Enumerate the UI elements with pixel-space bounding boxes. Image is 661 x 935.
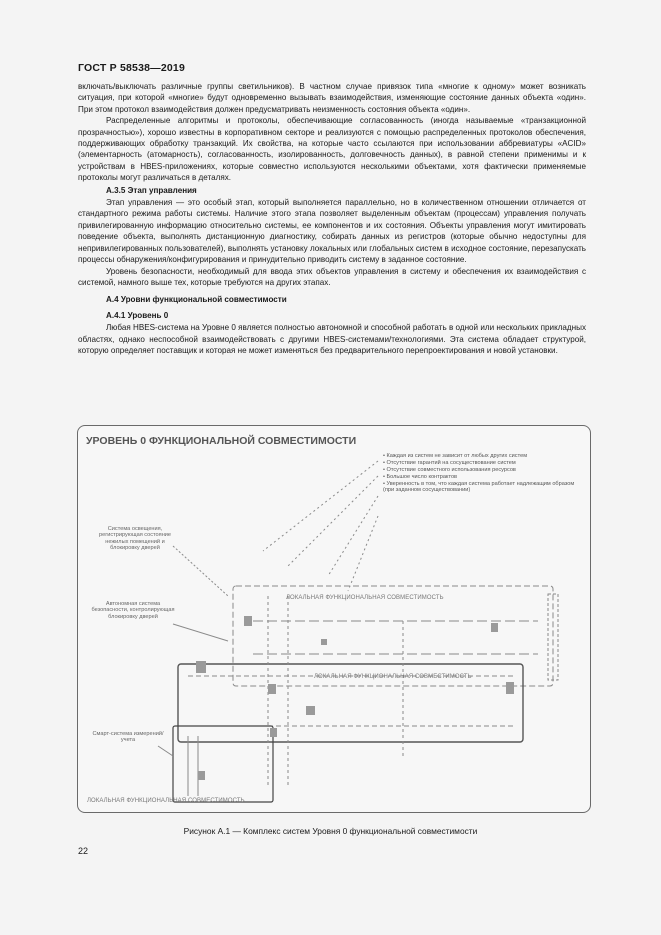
bullet-item: • Уверенность в том, что каждая система работает надлежащим образом (при заданном сосуществовании) <box>383 480 575 494</box>
figure-a1 <box>77 425 591 813</box>
zone-label-middle: ЛОКАЛЬНАЯ ФУНКЦИОНАЛЬНАЯ СОВМЕСТИМОСТЬ <box>314 674 472 680</box>
smart-metering-label: Смарт-система измерений/учета <box>92 731 164 744</box>
bullet-item: • Отсутствие совместного использования ресурсов <box>383 466 516 473</box>
paragraph: Уровень безопасности, необходимый для ввода этих объектов управления в систему и обеспечения их взаимодействия с системой, намного выше тех, которые требуются на других этапах. <box>78 266 586 287</box>
paragraph: Любая HBES-система на Уровне 0 является полностью автономной и способной работать в одной или нескольких прикладных областях, однако неспособной взаимодействовать с другими HBES-системами/технологиями. Эта система обладает структурой, которую определяет поставщик и которая не может изменяться без предварительного перепроектирования и новой установки. <box>78 323 586 355</box>
figure-caption: Рисунок А.1 — Комплекс систем Уровня 0 функциональной совместимости <box>183 826 478 836</box>
standard-designation: ГОСТ Р 58538—2019 <box>78 62 186 74</box>
bullet-item: • Отсутствие гарантий на сосуществование систем <box>383 459 516 466</box>
section-heading-a41: А.4.1 Уровень 0 <box>106 310 169 320</box>
page-number: 22 <box>78 846 89 856</box>
zone-label-lower: ЛОКАЛЬНАЯ ФУНКЦИОНАЛЬНАЯ СОВМЕСТИМОСТЬ <box>87 798 245 804</box>
paragraph: включать/выключать различные группы светильников). В частном случае привязок типа «многие к одному» может возникать ситуация, при которой «многие» будут одновременно вызывать взаимодействия, изменяющие состояние данных объекта «один». При этом протокол взаимодействия должен предусматривать неизменность состояния объекта «один». <box>78 82 586 114</box>
paragraph: Этап управления — это особый этап, который выполняется параллельно, но в количественном отношении отличается от стандартного режима работы системы. Наличие этого этапа позволяет выделенным объектам (процессам) управления получать привилегированную информацию относительно системы, ее компонентов и их состояния. Объекты управления могут имитировать поведение объекта, выполнять дистанционную диагностику, собирать данных из регистров (которые обычно недоступны для непривилегированных пользователей), выполнять установку локальных или глобальных систем в исходное состояние, перезапускать процессы обнаружения/конфигурирования и принудительно приводить систему в заданное состояние. <box>78 198 586 265</box>
section-heading-a4: А.4 Уровни функциональной совместимости <box>106 295 287 305</box>
bullet-item: • Каждая из систем не зависит от любых других систем <box>383 453 528 459</box>
figure-title: УРОВЕНЬ 0 ФУНКЦИОНАЛЬНОЙ СОВМЕСТИМОСТИ <box>86 435 357 447</box>
zone-label-upper: ЛОКАЛЬНАЯ ФУНКЦИОНАЛЬНАЯ СОВМЕСТИМОСТЬ <box>286 595 444 601</box>
figure-bullet-list <box>383 453 583 494</box>
paragraph: Распределенные алгоритмы и протоколы, обеспечивающие согласованность (иногда называемые «транзакционной прозрачностью»), хорошо известны в корпоративном секторе и реализуются с помощью распределенных протоколов обеспечения, поддерживающих обработку транзакций. Их свойства, на которые часто ссылаются при использовании аббревиатуры «ACID» (элементарность (атомарность), согласованность, изолированность, долговечность данных), в равной степени применимы и к устройствам в HBES-приложениях, которые совместно используются несколькими объектами, хотя фактически применяемые протоколы могут различаться в деталях. <box>78 116 586 183</box>
main-text <box>78 81 586 356</box>
lighting-system-label: Система освещения, регистрирующая состояние нежилых помещений и блокировку дверей <box>98 526 172 552</box>
section-heading-a35: А.3.5 Этап управления <box>106 185 197 195</box>
bullet-item: • Большое число контрактов <box>383 473 458 480</box>
security-system-label: Автономная система безопасности, контролирующая блокировку дверей <box>91 601 175 620</box>
